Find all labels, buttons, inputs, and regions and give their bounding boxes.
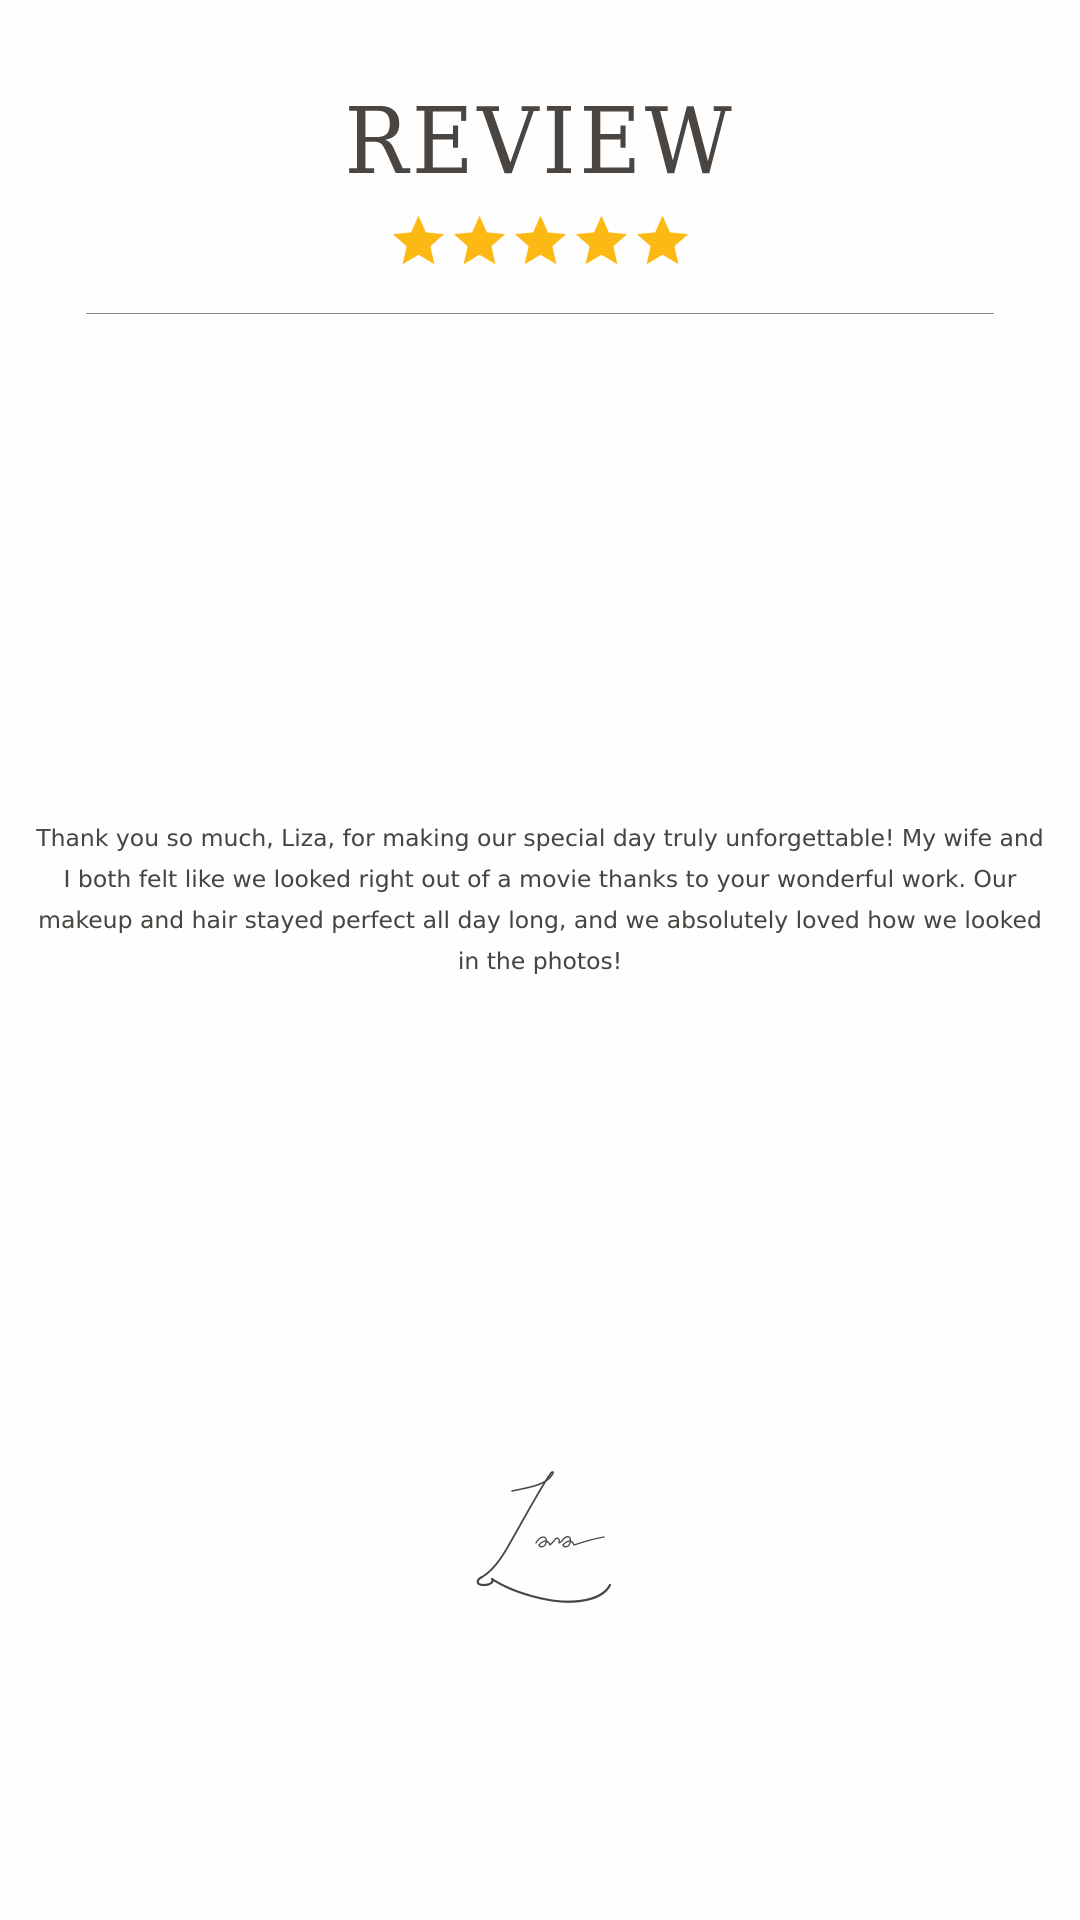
star-icon [390, 212, 447, 269]
divider [86, 313, 994, 314]
star-icon [573, 212, 630, 269]
star-icon [634, 212, 691, 269]
star-icon [451, 212, 508, 269]
star-rating [0, 212, 1080, 269]
star-icon [512, 212, 569, 269]
signature-lana [470, 1455, 640, 1615]
review-title: REVIEW [344, 88, 736, 195]
review-text: Thank you so much, Liza, for making our special day truly unforgettable! My wife and I both felt like we looked right out of a movie thanks to your wonderful work. Our makeup and hair stayed perfect all day long, and we absolutely loved how we looked in the photos! [36, 824, 1044, 975]
